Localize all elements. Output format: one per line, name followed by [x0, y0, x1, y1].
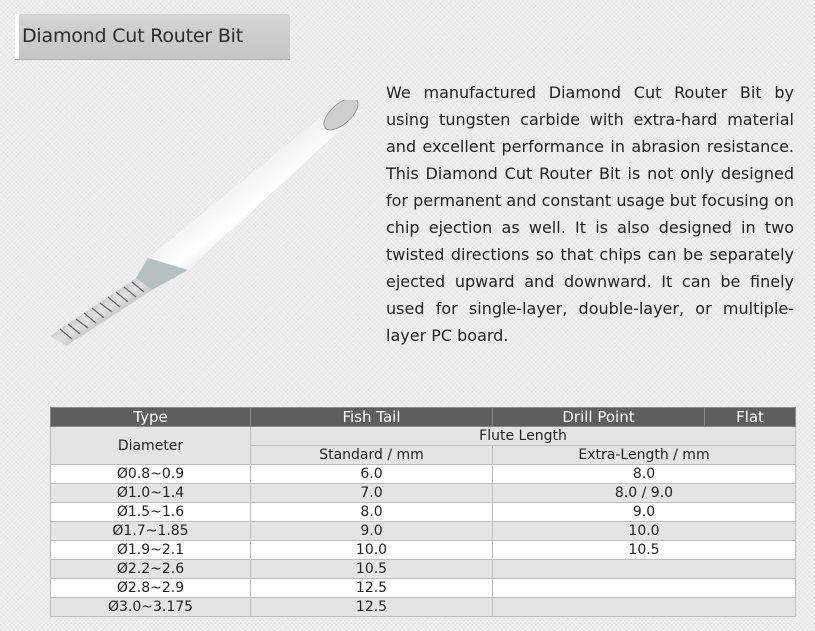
- flute-length-label: Flute Length: [251, 427, 796, 446]
- table-header-row: [51, 408, 796, 427]
- extra-cell: [493, 598, 796, 617]
- bit-flutes: [50, 278, 152, 346]
- header-type: Type: [51, 408, 251, 427]
- table-row: [51, 484, 796, 503]
- diameter-cell: Ø1.0~1.4: [51, 484, 251, 503]
- product-description: We manufactured Diamond Cut Router Bit by using tungsten carbide with extra-hard material and excellent performance in abrasion resistance. This Diamond Cut Router Bit is not only designed for permanent and constant usage but focusing on chip ejection as well. It is also designed in two twisted directions so that chips can be separately ejected upward and downward. It can be finely used for single-layer, double-layer, or multiple-layer PC board.: [386, 83, 794, 345]
- extra-cell: [493, 560, 796, 579]
- extra-cell: 10.5: [493, 541, 796, 560]
- standard-cell: 9.0: [251, 522, 493, 541]
- bit-shank: [148, 100, 363, 270]
- table-row: [51, 522, 796, 541]
- table-row: [51, 579, 796, 598]
- spec-table: [50, 407, 796, 617]
- extra-length-label: Extra-Length / mm: [493, 446, 796, 465]
- standard-cell: 7.0: [251, 484, 493, 503]
- extra-cell: 8.0 / 9.0: [493, 484, 796, 503]
- table-row: [51, 560, 796, 579]
- diameter-cell: Ø1.5~1.6: [51, 503, 251, 522]
- standard-cell: 10.5: [251, 560, 493, 579]
- standard-cell: 12.5: [251, 579, 493, 598]
- diameter-cell: Ø1.7~1.85: [51, 522, 251, 541]
- diameter-cell: Ø2.2~2.6: [51, 560, 251, 579]
- page-title-box: [15, 14, 290, 60]
- header-flat: Flat: [705, 408, 796, 427]
- table-row: [51, 541, 796, 560]
- header-fish-tail: Fish Tail: [251, 408, 493, 427]
- standard-cell: 6.0: [251, 465, 493, 484]
- extra-cell: 10.0: [493, 522, 796, 541]
- extra-cell: 8.0: [493, 465, 796, 484]
- table-row: [51, 503, 796, 522]
- standard-cell: 10.0: [251, 541, 493, 560]
- diameter-cell: Ø3.0~3.175: [51, 598, 251, 617]
- extra-cell: 9.0: [493, 503, 796, 522]
- table-row: [51, 598, 796, 617]
- extra-cell: [493, 579, 796, 598]
- diameter-cell: Ø1.9~2.1: [51, 541, 251, 560]
- standard-cell: 8.0: [251, 503, 493, 522]
- diameter-cell: Ø2.8~2.9: [51, 579, 251, 598]
- table-row: [51, 465, 796, 484]
- header-drill-point: Drill Point: [493, 408, 705, 427]
- diameter-label: Diameter: [51, 427, 251, 465]
- diameter-cell: Ø0.8~0.9: [51, 465, 251, 484]
- flute-length-row: [51, 427, 796, 446]
- standard-cell: 12.5: [251, 598, 493, 617]
- page-title: Diamond Cut Router Bit: [22, 25, 243, 47]
- standard-label: Standard / mm: [251, 446, 493, 465]
- router-bit-image: [40, 100, 370, 350]
